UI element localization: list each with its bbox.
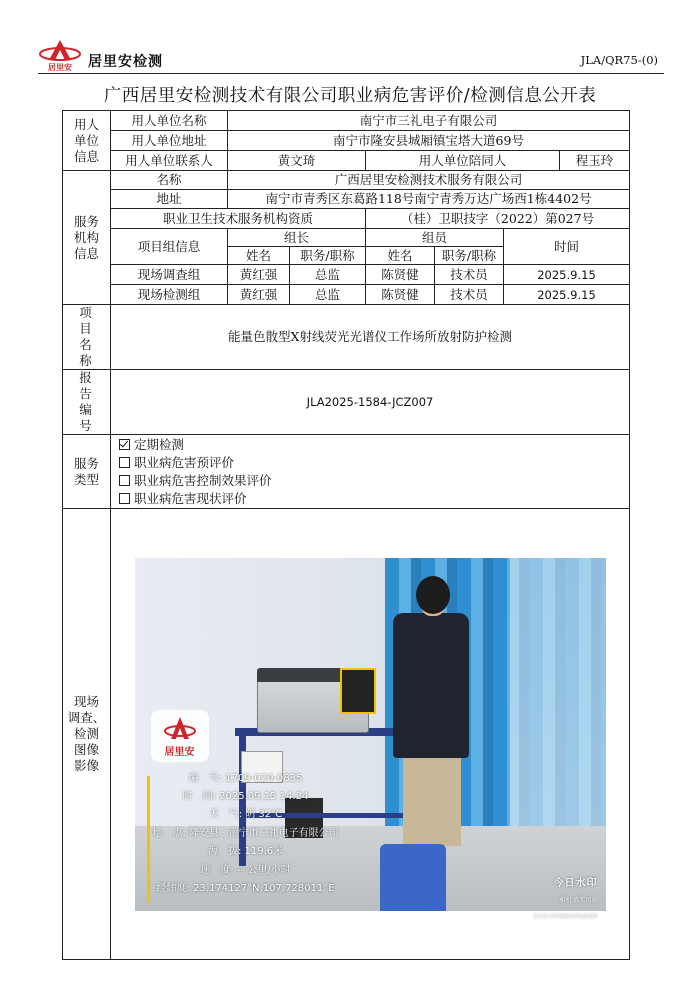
- company-logo: [38, 38, 82, 72]
- member-name: 陈贤健: [366, 285, 435, 305]
- service-option[interactable]: [119, 490, 627, 508]
- watermark-brand-name: 今日水印: [553, 877, 598, 889]
- option-label: 职业病危害现状评价: [134, 490, 247, 506]
- watermark-line: 地 点: 隆安县 · 南宁市三礼电子有限公司: [152, 827, 339, 839]
- watermark-code: 验证码 APWADG67A2KKEP: [532, 913, 598, 920]
- leader-name: 黄红强: [228, 285, 290, 305]
- team-info-label: 项目组信息: [111, 229, 228, 265]
- watermark-logo-text: 居里安: [164, 746, 195, 758]
- document-number: JLA/QR75-(0): [580, 53, 658, 67]
- employer-contact-label: 用人单位联系人: [111, 151, 228, 171]
- employer-section-label: 用人 单位 信息: [63, 111, 111, 171]
- watermark-line: 速 度: -- 公里/小时: [200, 864, 291, 876]
- info-table: [62, 110, 630, 960]
- agency-name-label: 名称: [111, 171, 228, 190]
- checkbox-unchecked[interactable]: [119, 493, 130, 504]
- checkbox-checked[interactable]: [119, 439, 130, 450]
- watermark-brand: [533, 876, 598, 925]
- report-number-label: 报 告 编 号: [63, 370, 111, 435]
- service-option[interactable]: [119, 454, 627, 472]
- option-label: 职业病危害预评价: [134, 454, 235, 470]
- service-type-options: [111, 435, 630, 509]
- site-image-label: 现场 调查、 检测 图像 影像: [63, 509, 111, 960]
- watermark-bar: [147, 776, 150, 903]
- employer-name-value: 南宁市三礼电子有限公司: [228, 111, 630, 131]
- employer-address-value: 南宁市隆安县城厢镇宝塔大道69号: [228, 131, 630, 151]
- agency-qualification-value: （桂）卫职技字（2022）第027号: [366, 209, 630, 229]
- service-option[interactable]: [119, 472, 627, 490]
- watermark-info: [153, 770, 339, 899]
- leader-title: 总监: [290, 285, 366, 305]
- watermark-line: 经纬度: 23.174127°N,107.728011°E: [156, 882, 335, 894]
- watermark-line: 海 拔: 119.6米: [207, 846, 284, 858]
- agency-qualification-label: 职业卫生技术服务机构资质: [111, 209, 366, 229]
- time-header: 时间: [504, 229, 630, 265]
- leader-title: 总监: [290, 265, 366, 285]
- leader-title-header: 职务/职称: [290, 247, 366, 265]
- header-divider: [38, 73, 664, 74]
- agency-section-label: 服务 机构 信息: [63, 171, 111, 305]
- leader-header: 组长: [228, 229, 366, 247]
- site-photo: [135, 558, 606, 920]
- option-label: 职业病危害控制效果评价: [134, 472, 272, 488]
- team-date: 2025.9.15: [504, 265, 630, 285]
- member-header: 组员: [366, 229, 504, 247]
- agency-address-label: 地址: [111, 190, 228, 209]
- inspector-figure: [393, 613, 469, 758]
- page-title: 广西居里安检测技术有限公司职业病危害评价/检测信息公开表: [103, 86, 597, 106]
- project-name-label: 项 目 名 称: [63, 305, 111, 370]
- watermark-line: 时 间: 2025.09.15 14:24: [182, 790, 309, 802]
- team-row: [63, 265, 630, 285]
- team-group: 现场检测组: [111, 285, 228, 305]
- project-name-value: 能量色散型X射线荧光光谱仪工作场所放射防护检测: [111, 305, 630, 370]
- watermark-logo: [151, 710, 209, 762]
- checkbox-unchecked[interactable]: [119, 475, 130, 486]
- member-title: 技术员: [435, 285, 504, 305]
- checkbox-unchecked[interactable]: [119, 457, 130, 468]
- leader-name: 黄红强: [228, 265, 290, 285]
- leader-name-header: 姓名: [228, 247, 290, 265]
- team-row: [63, 285, 630, 305]
- member-name-header: 姓名: [366, 247, 435, 265]
- agency-name-value: 广西居里安检测技术服务有限公司: [228, 171, 630, 190]
- service-option[interactable]: [119, 436, 627, 454]
- member-title-header: 职务/职称: [435, 247, 504, 265]
- employer-name-label: 用人单位名称: [111, 111, 228, 131]
- member-title: 技术员: [435, 265, 504, 285]
- employer-address-label: 用人单位地址: [111, 131, 228, 151]
- employer-companion-value: 程玉玲: [560, 151, 630, 171]
- agency-address-value: 南宁市青秀区东葛路118号南宁青秀万达广场西1栋4402号: [228, 190, 630, 209]
- team-group: 现场调查组: [111, 265, 228, 285]
- watermark-line: 编 号: 1709-020-0835: [188, 772, 303, 784]
- page-header: [38, 38, 664, 74]
- employer-contact-value: 黄文琦: [228, 151, 366, 171]
- option-label: 定期检测: [134, 436, 185, 452]
- brand-name: 居里安检测: [88, 54, 163, 70]
- service-type-label: 服务 类型: [63, 435, 111, 509]
- site-image-cell: [111, 509, 630, 960]
- team-date: 2025.9.15: [504, 285, 630, 305]
- watermark-brand-sub: 相机 真实可验: [559, 896, 598, 904]
- svg-text:居里安: 居里安: [48, 63, 72, 72]
- employer-companion-label: 用人单位陪同人: [366, 151, 560, 171]
- member-name: 陈贤健: [366, 265, 435, 285]
- report-number-value: JLA2025-1584-JCZ007: [111, 370, 630, 435]
- watermark-line: 天 气: 阴 32℃: [208, 809, 283, 821]
